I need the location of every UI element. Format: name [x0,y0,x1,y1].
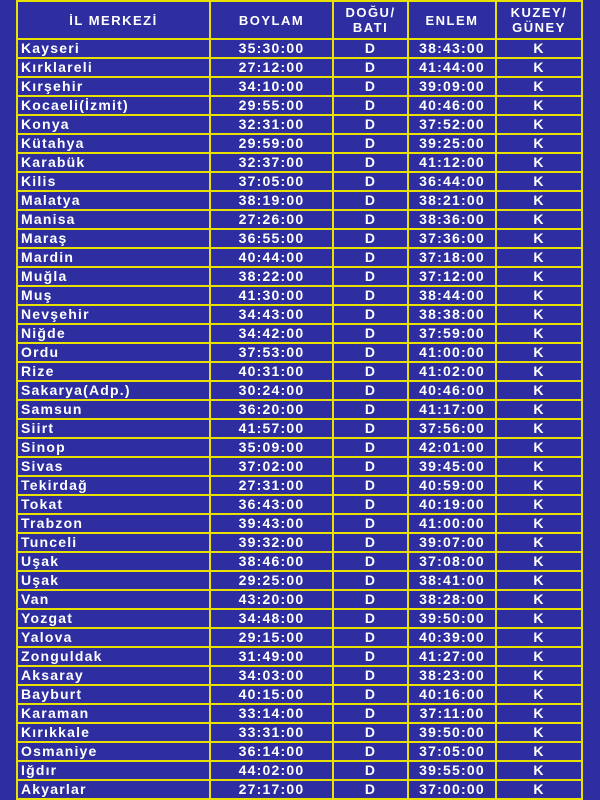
cell-hemisphere: K [496,495,582,514]
cell-latitude: 37:52:00 [408,115,496,134]
cell-longitude: 35:30:00 [210,39,333,58]
table-row [17,438,582,457]
table-row [17,96,582,115]
cell-latitude: 41:27:00 [408,647,496,666]
cell-city: Tekirdağ [17,476,210,495]
cell-longitude: 39:43:00 [210,514,333,533]
table-row [17,685,582,704]
cell-direction: D [333,115,408,134]
cell-latitude: 40:39:00 [408,628,496,647]
cell-latitude: 38:36:00 [408,210,496,229]
cell-longitude: 36:14:00 [210,742,333,761]
header-direction-line2: BATI [352,20,389,35]
cell-longitude: 37:53:00 [210,343,333,362]
cell-latitude: 37:59:00 [408,324,496,343]
cell-latitude: 36:44:00 [408,172,496,191]
cell-direction: D [333,647,408,666]
cell-direction: D [333,381,408,400]
cell-longitude: 29:25:00 [210,571,333,590]
cell-hemisphere: K [496,115,582,134]
cell-latitude: 40:46:00 [408,96,496,115]
cell-city: Samsun [17,400,210,419]
cell-city: Kilis [17,172,210,191]
table-row [17,666,582,685]
cell-latitude: 37:12:00 [408,267,496,286]
cell-direction: D [333,248,408,267]
table-row [17,134,582,153]
table-row [17,552,582,571]
cell-city: Muğla [17,267,210,286]
cell-city: Yozgat [17,609,210,628]
cell-city: Nevşehir [17,305,210,324]
cell-hemisphere: K [496,419,582,438]
cell-hemisphere: K [496,191,582,210]
cell-longitude: 40:31:00 [210,362,333,381]
cell-hemisphere: K [496,457,582,476]
table-row [17,248,582,267]
cell-city: Bayburt [17,685,210,704]
cell-city: Sinop [17,438,210,457]
table-row [17,533,582,552]
cell-direction: D [333,666,408,685]
cell-city: Uşak [17,552,210,571]
cell-direction: D [333,96,408,115]
cell-city: Malatya [17,191,210,210]
cell-direction: D [333,476,408,495]
cell-longitude: 32:37:00 [210,153,333,172]
cell-longitude: 33:31:00 [210,723,333,742]
table-row [17,476,582,495]
cell-city: Niğde [17,324,210,343]
cell-longitude: 34:10:00 [210,77,333,96]
cell-direction: D [333,305,408,324]
cell-hemisphere: K [496,609,582,628]
cell-hemisphere: K [496,248,582,267]
cell-city: Karabük [17,153,210,172]
cell-hemisphere: K [496,286,582,305]
cell-city: Kütahya [17,134,210,153]
cell-longitude: 29:15:00 [210,628,333,647]
cell-hemisphere: K [496,761,582,780]
table-row [17,115,582,134]
header-latitude [408,1,496,39]
cell-latitude: 39:09:00 [408,77,496,96]
cell-hemisphere: K [496,514,582,533]
cell-hemisphere: K [496,571,582,590]
cell-longitude: 27:31:00 [210,476,333,495]
cell-direction: D [333,571,408,590]
cell-longitude: 40:15:00 [210,685,333,704]
cell-hemisphere: K [496,324,582,343]
cell-city: Muş [17,286,210,305]
cell-direction: D [333,533,408,552]
cell-direction: D [333,742,408,761]
cell-longitude: 32:31:00 [210,115,333,134]
table-row [17,77,582,96]
cell-latitude: 40:16:00 [408,685,496,704]
cell-hemisphere: K [496,96,582,115]
cell-longitude: 33:14:00 [210,704,333,723]
cell-latitude: 38:21:00 [408,191,496,210]
table-row [17,39,582,58]
cell-direction: D [333,552,408,571]
table-row [17,267,582,286]
cell-city: Uşak [17,571,210,590]
cell-longitude: 27:26:00 [210,210,333,229]
cell-direction: D [333,58,408,77]
cell-longitude: 44:02:00 [210,761,333,780]
cell-hemisphere: K [496,400,582,419]
cell-city: Van [17,590,210,609]
table-row [17,343,582,362]
cell-direction: D [333,191,408,210]
cell-direction: D [333,172,408,191]
cell-longitude: 36:43:00 [210,495,333,514]
cell-hemisphere: K [496,647,582,666]
cell-latitude: 37:18:00 [408,248,496,267]
table-row [17,191,582,210]
city-coordinates-table [16,0,583,800]
cell-direction: D [333,419,408,438]
cell-direction: D [333,39,408,58]
cell-hemisphere: K [496,172,582,191]
table-row [17,704,582,723]
table-row [17,58,582,77]
cell-hemisphere: K [496,343,582,362]
cell-hemisphere: K [496,267,582,286]
header-longitude [210,1,333,39]
cell-latitude: 41:00:00 [408,343,496,362]
cell-latitude: 42:01:00 [408,438,496,457]
table-row [17,419,582,438]
cell-direction: D [333,609,408,628]
cell-direction: D [333,229,408,248]
table-row [17,362,582,381]
table-row [17,172,582,191]
cell-latitude: 38:41:00 [408,571,496,590]
table-row [17,286,582,305]
table-row [17,647,582,666]
cell-direction: D [333,362,408,381]
cell-longitude: 34:03:00 [210,666,333,685]
cell-city: Yalova [17,628,210,647]
header-latitude-label: ENLEM [425,12,479,28]
cell-direction: D [333,153,408,172]
cell-direction: D [333,400,408,419]
table-row [17,761,582,780]
header-city [17,1,210,39]
cell-latitude: 41:17:00 [408,400,496,419]
cell-direction: D [333,514,408,533]
table-row [17,210,582,229]
table-row [17,324,582,343]
cell-longitude: 43:20:00 [210,590,333,609]
cell-latitude: 38:44:00 [408,286,496,305]
cell-city: Sakarya(Adp.) [17,381,210,400]
cell-hemisphere: K [496,58,582,77]
cell-city: Tunceli [17,533,210,552]
cell-direction: D [333,77,408,96]
cell-hemisphere: K [496,666,582,685]
header-hemisphere-line1: KUZEY/ [510,5,568,20]
cell-direction: D [333,457,408,476]
cell-latitude: 41:12:00 [408,153,496,172]
cell-latitude: 38:43:00 [408,39,496,58]
cell-longitude: 39:32:00 [210,533,333,552]
cell-direction: D [333,495,408,514]
cell-hemisphere: K [496,685,582,704]
cell-latitude: 41:00:00 [408,514,496,533]
cell-latitude: 41:02:00 [408,362,496,381]
cell-latitude: 41:44:00 [408,58,496,77]
cell-longitude: 29:55:00 [210,96,333,115]
cell-latitude: 37:56:00 [408,419,496,438]
cell-city: Zonguldak [17,647,210,666]
cell-direction: D [333,343,408,362]
cell-city: Siirt [17,419,210,438]
table-row [17,609,582,628]
table-body [17,39,582,799]
cell-hemisphere: K [496,742,582,761]
cell-city: Karaman [17,704,210,723]
cell-longitude: 29:59:00 [210,134,333,153]
cell-hemisphere: K [496,381,582,400]
header-hemisphere-line2: GÜNEY [512,20,566,35]
cell-hemisphere: K [496,780,582,799]
table-row [17,305,582,324]
cell-longitude: 27:17:00 [210,780,333,799]
header-city-label: İL MERKEZİ [69,12,158,28]
cell-direction: D [333,267,408,286]
cell-latitude: 37:36:00 [408,229,496,248]
cell-latitude: 40:59:00 [408,476,496,495]
cell-direction: D [333,704,408,723]
cell-hemisphere: K [496,476,582,495]
cell-hemisphere: K [496,362,582,381]
cell-direction: D [333,628,408,647]
cell-longitude: 38:22:00 [210,267,333,286]
cell-latitude: 39:55:00 [408,761,496,780]
cell-city: Aksaray [17,666,210,685]
cell-city: Kocaeli(İzmit) [17,96,210,115]
table-row [17,514,582,533]
cell-city: Rize [17,362,210,381]
table-row [17,400,582,419]
cell-city: Kırşehir [17,77,210,96]
cell-hemisphere: K [496,77,582,96]
cell-city: Maraş [17,229,210,248]
table-row [17,495,582,514]
cell-direction: D [333,286,408,305]
header-direction-line1: DOĞU/ [345,5,396,20]
cell-city: Trabzon [17,514,210,533]
cell-hemisphere: K [496,552,582,571]
cell-latitude: 39:50:00 [408,609,496,628]
cell-direction: D [333,134,408,153]
cell-direction: D [333,210,408,229]
cell-longitude: 38:46:00 [210,552,333,571]
cell-city: Manisa [17,210,210,229]
cell-longitude: 35:09:00 [210,438,333,457]
cell-city: Kırklareli [17,58,210,77]
table-row [17,742,582,761]
cell-hemisphere: K [496,590,582,609]
cell-longitude: 34:42:00 [210,324,333,343]
cell-city: Sivas [17,457,210,476]
table-row [17,381,582,400]
cell-direction: D [333,438,408,457]
table-row [17,723,582,742]
cell-direction: D [333,780,408,799]
cell-hemisphere: K [496,229,582,248]
cell-latitude: 38:28:00 [408,590,496,609]
cell-longitude: 34:48:00 [210,609,333,628]
cell-longitude: 36:55:00 [210,229,333,248]
cell-longitude: 36:20:00 [210,400,333,419]
cell-longitude: 37:02:00 [210,457,333,476]
cell-city: Osmaniye [17,742,210,761]
cell-latitude: 40:46:00 [408,381,496,400]
cell-latitude: 37:11:00 [408,704,496,723]
header-hemisphere [496,1,582,39]
table-header [17,1,582,39]
table-row [17,780,582,799]
cell-direction: D [333,324,408,343]
cell-hemisphere: K [496,723,582,742]
cell-latitude: 39:50:00 [408,723,496,742]
cell-direction: D [333,723,408,742]
cell-hemisphere: K [496,628,582,647]
table-row [17,457,582,476]
cell-longitude: 40:44:00 [210,248,333,267]
cell-city: Kayseri [17,39,210,58]
cell-latitude: 39:25:00 [408,134,496,153]
cell-hemisphere: K [496,153,582,172]
cell-longitude: 27:12:00 [210,58,333,77]
table-row [17,229,582,248]
cell-city: Iğdır [17,761,210,780]
cell-city: Kırıkkale [17,723,210,742]
cell-longitude: 41:57:00 [210,419,333,438]
header-row [17,1,582,39]
table-row [17,571,582,590]
cell-hemisphere: K [496,305,582,324]
table-row [17,590,582,609]
cell-hemisphere: K [496,210,582,229]
cell-direction: D [333,590,408,609]
cell-city: Tokat [17,495,210,514]
cell-city: Konya [17,115,210,134]
cell-latitude: 40:19:00 [408,495,496,514]
cell-city: Akyarlar [17,780,210,799]
cell-latitude: 39:45:00 [408,457,496,476]
cell-latitude: 37:08:00 [408,552,496,571]
table-row [17,153,582,172]
cell-latitude: 37:00:00 [408,780,496,799]
cell-longitude: 34:43:00 [210,305,333,324]
cell-latitude: 38:38:00 [408,305,496,324]
cell-longitude: 30:24:00 [210,381,333,400]
cell-longitude: 31:49:00 [210,647,333,666]
table-row [17,628,582,647]
cell-hemisphere: K [496,533,582,552]
cell-latitude: 38:23:00 [408,666,496,685]
header-longitude-label: BOYLAM [238,12,305,28]
cell-hemisphere: K [496,438,582,457]
cell-hemisphere: K [496,134,582,153]
cell-longitude: 37:05:00 [210,172,333,191]
cell-direction: D [333,685,408,704]
cell-longitude: 38:19:00 [210,191,333,210]
cell-city: Mardin [17,248,210,267]
cell-city: Ordu [17,343,210,362]
cell-latitude: 37:05:00 [408,742,496,761]
cell-latitude: 39:07:00 [408,533,496,552]
cell-longitude: 41:30:00 [210,286,333,305]
cell-hemisphere: K [496,704,582,723]
header-direction [333,1,408,39]
cell-direction: D [333,761,408,780]
cell-hemisphere: K [496,39,582,58]
